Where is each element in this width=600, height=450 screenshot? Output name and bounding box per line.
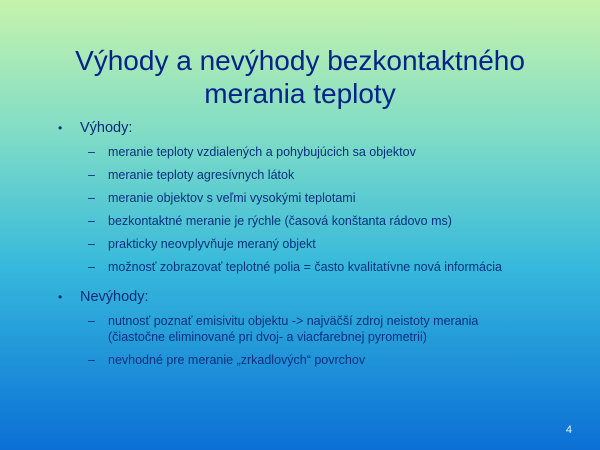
list-item-text: nevhodné pre meranie „zrkadlových“ povrchov <box>108 353 366 367</box>
advantages-section <box>58 119 568 275</box>
dash-icon: – <box>88 260 95 274</box>
disadvantages-section <box>58 288 568 368</box>
list-item-text: možnosť zobrazovať teplotné polia = často kvalitatívne nová informácia <box>108 260 502 274</box>
list-item <box>88 352 568 368</box>
list-item <box>88 236 568 252</box>
disadvantages-heading-text: Nevýhody: <box>80 289 149 305</box>
title-line-1: Výhody a nevýhody bezkontaktného <box>75 45 525 76</box>
list-item <box>88 313 568 345</box>
dash-icon: – <box>88 237 95 251</box>
advantages-heading-text: Výhody: <box>80 120 133 136</box>
bullet-icon: • <box>58 290 63 304</box>
list-item-text: bezkontaktné meranie je rýchle (časová konštanta rádovo ms) <box>108 214 452 228</box>
list-item-text: nutnosť poznať emisivitu objektu -> najväčší zdroj neistoty merania (čiastočne eliminované pri dvoj- a viacfarebnej pyrometrii) <box>108 314 479 344</box>
list-item <box>88 213 568 229</box>
slide-content <box>58 119 568 368</box>
slide-title <box>20 44 580 110</box>
dash-icon: – <box>88 353 95 367</box>
dash-icon: – <box>88 168 95 182</box>
list-item-text: meranie objektov s veľmi vysokými teplotami <box>108 191 356 205</box>
page-number: 4 <box>565 424 572 436</box>
dash-icon: – <box>88 314 95 328</box>
list-item <box>88 144 568 160</box>
title-line-2: merania teploty <box>204 78 396 109</box>
list-item <box>88 167 568 183</box>
list-item-text: meranie teploty agresívnych látok <box>108 168 295 182</box>
dash-icon: – <box>88 145 95 159</box>
dash-icon: – <box>88 191 95 205</box>
dash-icon: – <box>88 214 95 228</box>
list-item <box>88 190 568 206</box>
list-item-text: prakticky neovplyvňuje meraný objekt <box>108 237 316 251</box>
advantages-heading <box>58 119 568 137</box>
list-item-text: meranie teploty vzdialených a pohybujúcich sa objektov <box>108 145 416 159</box>
disadvantages-heading <box>58 288 568 306</box>
bullet-icon: • <box>58 121 63 135</box>
list-item <box>88 259 568 275</box>
